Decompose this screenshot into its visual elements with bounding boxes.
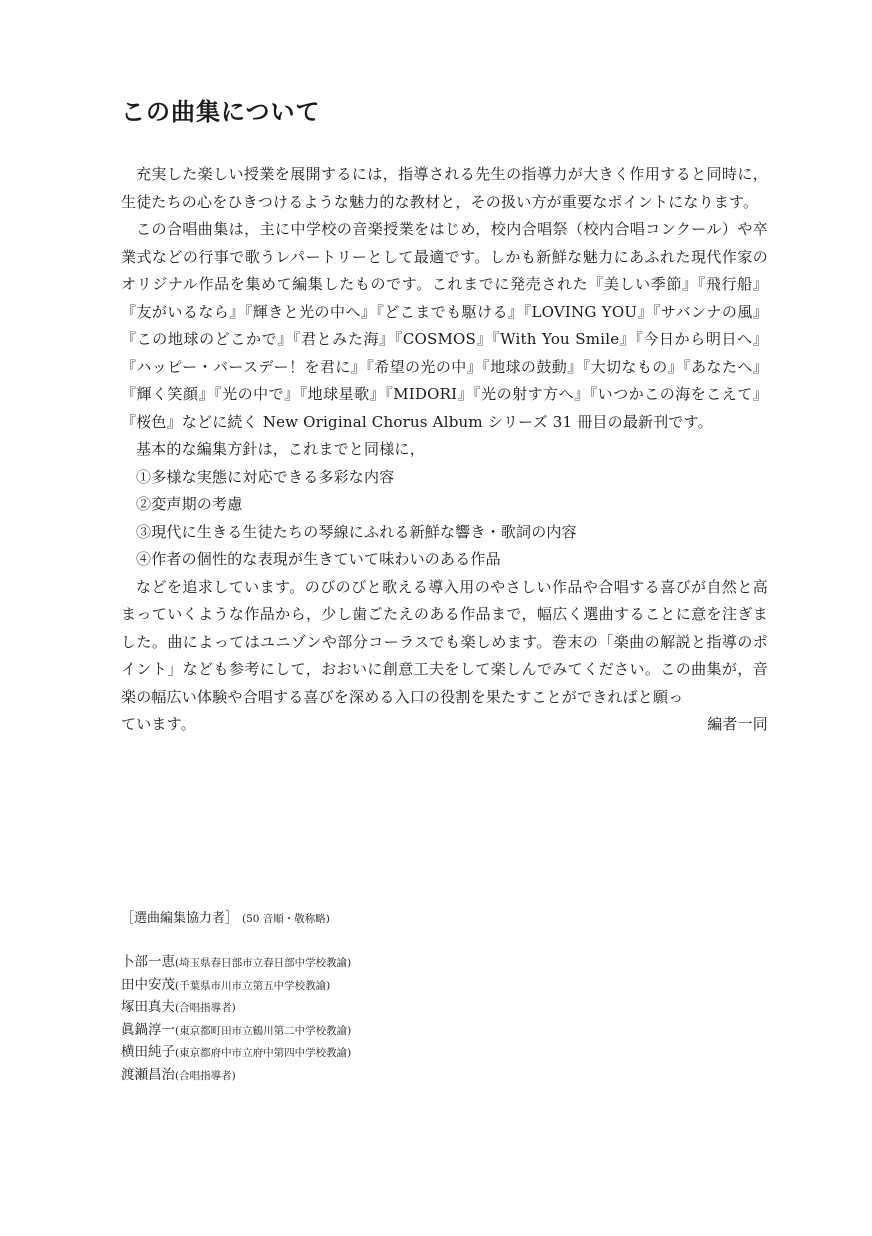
editor-signature: 編者一同 bbox=[707, 715, 768, 733]
collaborators-header bbox=[121, 907, 621, 926]
closing-line bbox=[121, 711, 768, 739]
collaborator-affiliation: (合唱指導者) bbox=[175, 1069, 236, 1082]
collaborator-affiliation: (東京都町田市立鶴川第二中学校教諭) bbox=[175, 1024, 352, 1037]
collaborator-affiliation: (合唱指導者) bbox=[175, 1002, 236, 1014]
collaborator-item bbox=[121, 1042, 621, 1065]
policy-item: ②変声期の考慮 bbox=[136, 495, 243, 513]
policy-list bbox=[121, 464, 768, 574]
collaborator-item bbox=[121, 975, 621, 998]
collaborator-item bbox=[121, 952, 621, 975]
collaborators-heading: ［選曲編集協力者］ bbox=[121, 911, 239, 926]
collaborator-item bbox=[121, 1065, 621, 1088]
collaborator-affiliation: (東京都府中市立府中第四中学校教諭) bbox=[175, 1047, 352, 1059]
collaborator-affiliation: (千葉県市川市立第五中学校教諭) bbox=[175, 979, 331, 992]
policy-item: ①多様な実態に対応できる多彩な内容 bbox=[136, 467, 395, 486]
policy-item: ③現代に生きる生徒たちの琴線にふれる新鮮な響き・歌詞の内容 bbox=[136, 522, 577, 541]
collaborators-note: (50 音順・敬称略) bbox=[242, 913, 330, 925]
page-title: この曲集について bbox=[121, 97, 321, 126]
collaborator-name: 渡瀬昌治 bbox=[121, 1066, 175, 1083]
collaborator-name: 塚田真夫 bbox=[121, 999, 175, 1015]
collaborator-affiliation: (埼玉県春日部市立春日部中学校教諭) bbox=[175, 957, 352, 969]
intro-paragraph-2: この合唱曲集は，主に中学校の音楽授業をはじめ，校内合唱祭（校内合唱コンクール）や卒業式などの行事で歌うレパートリーとして最適です。しかも新鮮な魅力にあふれた現代作家のオリジナル作品を集めて編集したものです。これまでに発売された『美しい季節』『飛行船』『友がいるなら』『輝きと光の中へ』『どこまでも駆ける』『LOVING YOU』『サバンナの風』『この地球のどこかで』『君とみた海』『COSMOS』『With You Smile』『今日から明日へ』『ハッピー・バースデー！を君に』『希望の光の中』『地球の鼓動』『大切なもの』『あなたへ』『輝く笑顔』『光の中で』『地球星歌』『MIDORI』『光の射す方へ』『いつかこの海をこえて』『桜色』などに続く New Original Chorus Album シリーズ 31 冊目の最新刊です。 bbox=[121, 220, 768, 431]
collaborators-section bbox=[121, 907, 621, 1087]
policy-item: ④作者の個性的な表現が生きていて味わいのある作品 bbox=[136, 550, 501, 568]
collaborator-name: 横田純子 bbox=[121, 1044, 175, 1060]
collaborator-name: 田中安茂 bbox=[121, 976, 175, 993]
intro-section bbox=[121, 161, 768, 739]
collaborators-list bbox=[121, 952, 621, 1087]
collaborator-item bbox=[121, 997, 621, 1020]
intro-paragraph-4: などを追求しています。のびのびと歌える導入用のやさしい作品や合唱する喜びが自然と高まっていくような作品から，少し歯ごたえのある作品まで，幅広く選曲することに意を注ぎました。曲によってはユニゾンや部分コーラスでも楽しめます。巻末の「楽曲の解説と指導のポイント」なども参考にして，おおいに創意工夫をして楽しんでみてください。この曲集が，音楽の幅広い体験や合唱する喜びを深める入口の役割を果たすことができればと願っ bbox=[121, 577, 768, 706]
collaborator-name: 眞鍋淳一 bbox=[121, 1021, 175, 1038]
intro-paragraph-4-end: ています。 bbox=[121, 715, 196, 733]
collaborator-item bbox=[121, 1020, 621, 1043]
intro-paragraph-3: 基本的な編集方針は，これまでと同様に， bbox=[136, 440, 425, 458]
intro-paragraph-1: 充実した楽しい授業を展開するには，指導される先生の指導力が大きく作用すると同時に，生徒たちの心をひきつけるような魅力的な教材と，その扱い方が重要なポイントになります。 bbox=[121, 165, 768, 211]
collaborator-name: 卜部一恵 bbox=[121, 954, 175, 970]
